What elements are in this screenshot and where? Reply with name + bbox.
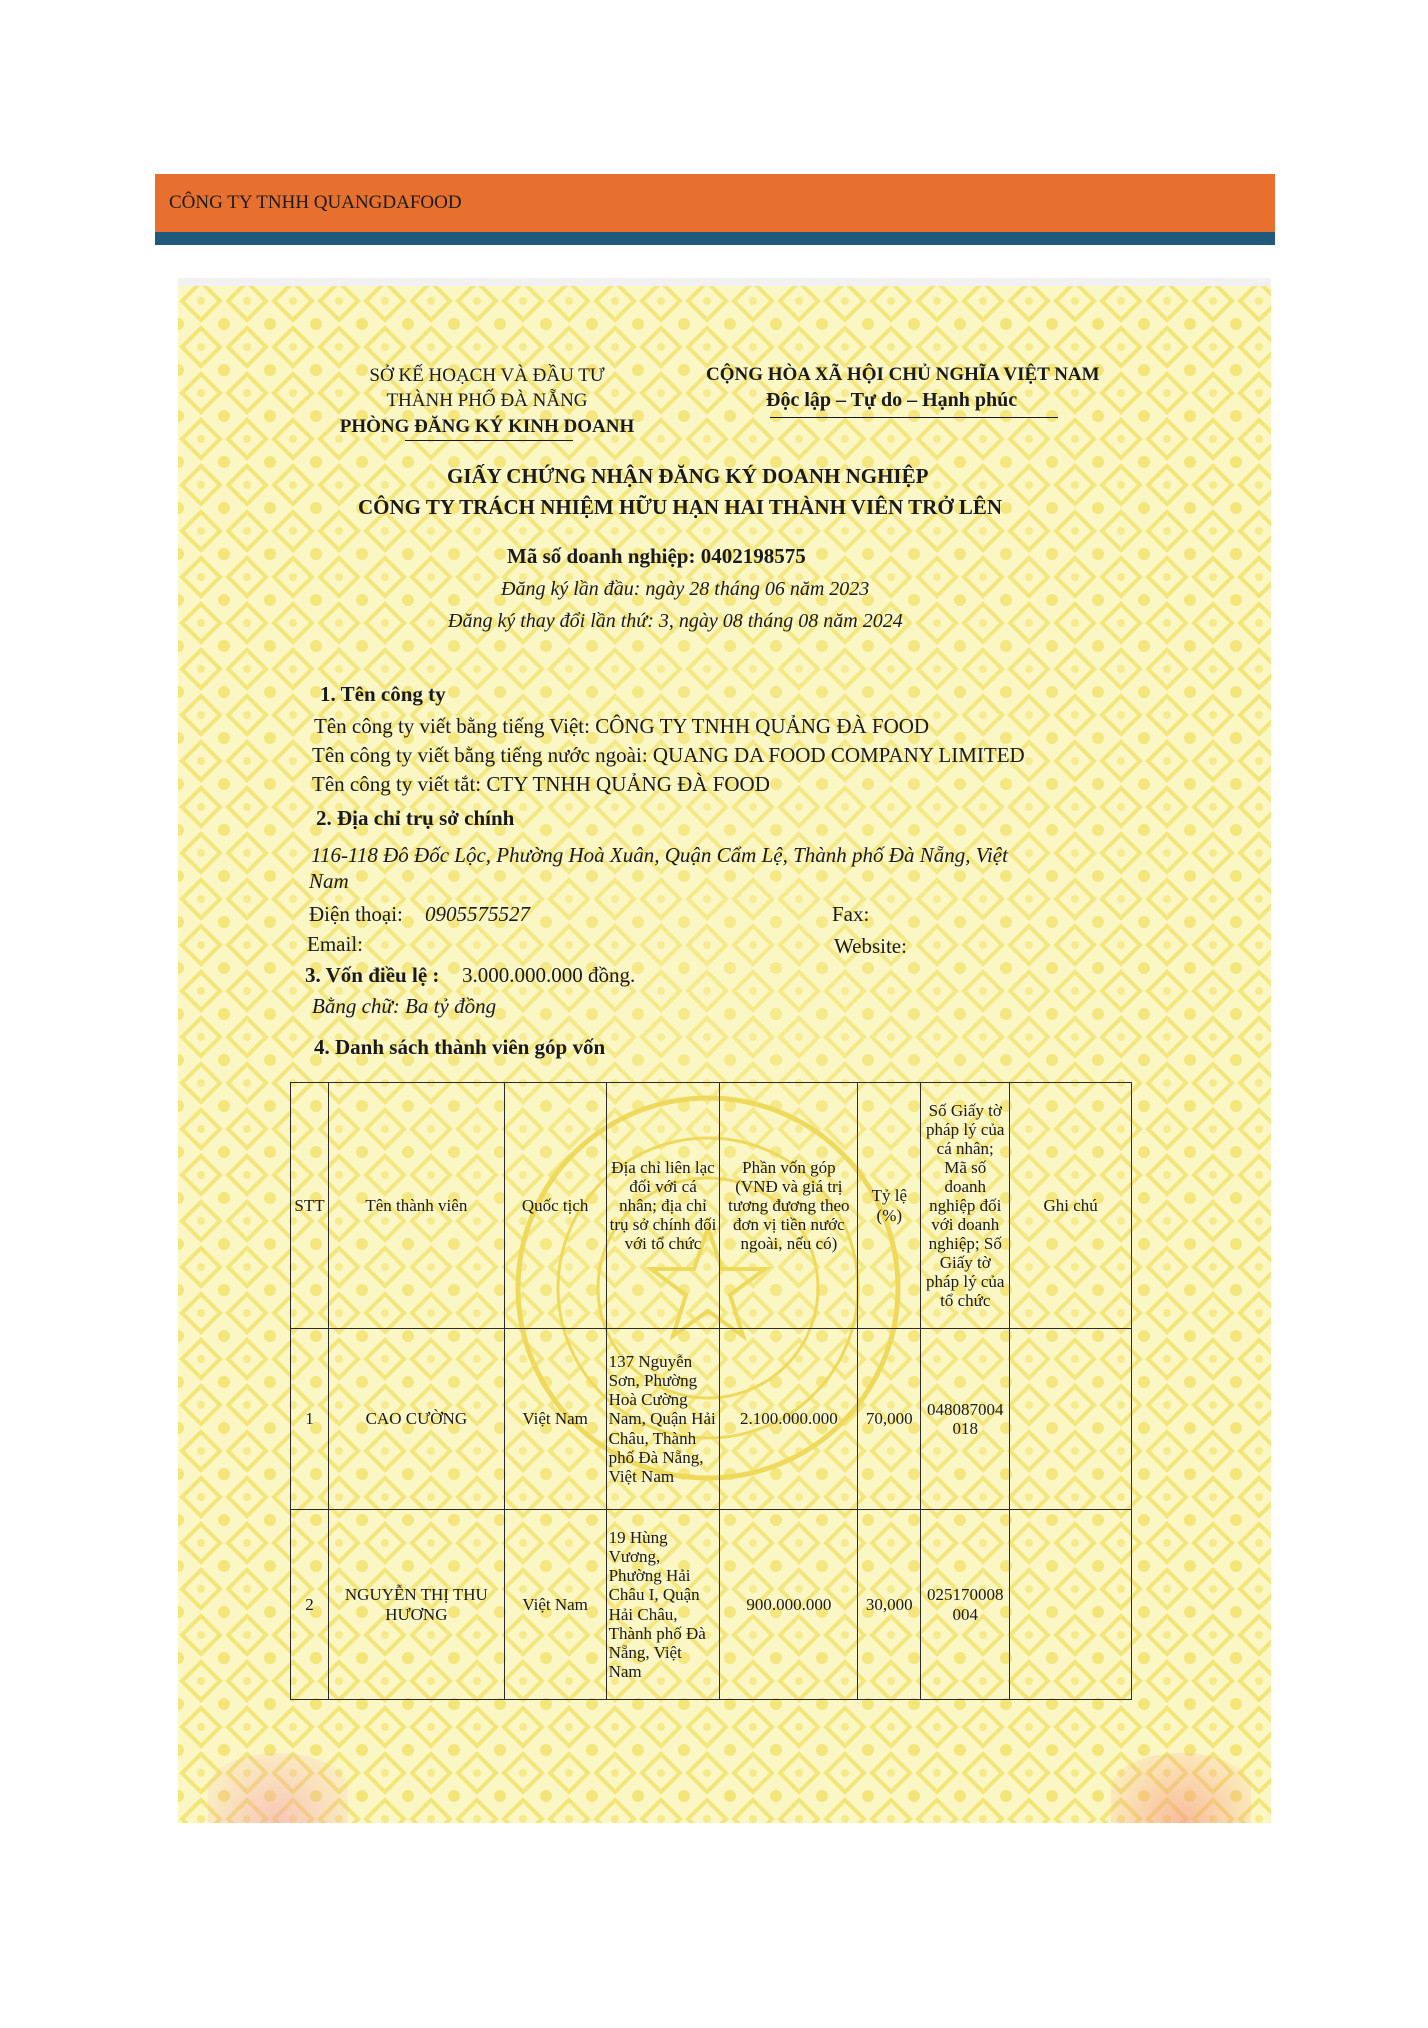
column-header: Địa chỉ liên lạc đối với cá nhân; địa chỉ trụ sở chính đối với tổ chức [606, 1083, 720, 1329]
member-stt: 1 [291, 1329, 329, 1510]
section-2-heading: 2. Địa chỉ trụ sở chính [316, 806, 515, 830]
issuing-office: PHÒNG ĐĂNG KÝ KINH DOANH [339, 416, 635, 437]
scan-color-bleed [1111, 1753, 1251, 1823]
member-note [1010, 1510, 1132, 1700]
change-registration-date: Đăng ký thay đổi lần thứ: 3, ngày 08 tháng 08 năm 2024 [448, 610, 903, 632]
section-3-heading: 3. Vốn điều lệ : [305, 963, 440, 987]
motto-underline [770, 417, 1058, 418]
column-header: Tỷ lệ (%) [858, 1083, 921, 1329]
column-header: Tên thành viên [328, 1083, 504, 1329]
column-header: STT [291, 1083, 329, 1329]
issuing-department: SỞ KẾ HOẠCH VÀ ĐẦU TƯ [369, 365, 605, 386]
member-address: 19 Hùng Vương, Phường Hải Châu I, Quận Hải Châu, Thành phố Đà Nẵng, Việt Nam [606, 1510, 720, 1700]
member-note [1010, 1329, 1132, 1510]
section-4-heading: 4. Danh sách thành viên góp vốn [314, 1035, 606, 1059]
member-nationality: Việt Nam [504, 1510, 606, 1700]
member-ratio: 30,000 [858, 1510, 921, 1700]
table-row [291, 1510, 1132, 1700]
enterprise-code: Mã số doanh nghiệp: 0402198575 [507, 544, 806, 568]
head-office-address-cont: Nam [309, 869, 349, 893]
country-name: CỘNG HÒA XÃ HỘI CHỦ NGHĨA VIỆT NAM [706, 364, 1100, 385]
header-underline [405, 440, 573, 441]
section-1-heading: 1. Tên công ty [320, 682, 446, 706]
member-address: 137 Nguyễn Sơn, Phường Hoà Cường Nam, Quận Hải Châu, Thành phố Đà Nẵng, Việt Nam [606, 1329, 720, 1510]
column-header: Phần vốn góp (VNĐ và giá trị tương đương theo đơn vị tiền nước ngoài, nếu có) [720, 1083, 858, 1329]
table-row [291, 1329, 1132, 1510]
member-capital: 2.100.000.000 [720, 1329, 858, 1510]
charter-capital-amount: 3.000.000.000 đồng. [462, 963, 636, 987]
member-ratio: 70,000 [858, 1329, 921, 1510]
column-header: Ghi chú [1010, 1083, 1132, 1329]
phone-number: 0905575527 [425, 902, 530, 926]
member-capital: 900.000.000 [720, 1510, 858, 1700]
member-legal-id: 025170008004 [921, 1510, 1010, 1700]
member-name: NGUYỄN THỊ THU HƯƠNG [328, 1510, 504, 1700]
company-name-vietnamese: Tên công ty viết bằng tiếng Việt: CÔNG TY TNHH QUẢNG ĐÀ FOOD [314, 714, 930, 738]
fax-label: Fax: [832, 902, 870, 926]
scan-color-bleed [208, 1753, 348, 1823]
first-registration-date: Đăng ký lần đầu: ngày 28 tháng 06 năm 2023 [501, 578, 870, 600]
scan-top-edge [178, 278, 1271, 286]
national-motto: Độc lập – Tự do – Hạnh phúc [766, 389, 1018, 411]
member-stt: 2 [291, 1510, 329, 1700]
banner-divider [155, 232, 1275, 245]
website-label: Website: [834, 934, 907, 958]
issuing-city: THÀNH PHỐ ĐÀ NẴNG [386, 390, 588, 411]
company-name-foreign: Tên công ty viết bằng tiếng nước ngoài: QUANG DA FOOD COMPANY LIMITED [312, 743, 1025, 767]
column-header: Quốc tịch [504, 1083, 606, 1329]
members-table [290, 1082, 1132, 1700]
member-legal-id: 048087004018 [921, 1329, 1010, 1510]
email-label: Email: [307, 932, 363, 956]
header-banner [155, 174, 1275, 232]
column-header: Số Giấy tờ pháp lý của cá nhân; Mã số doanh nghiệp đối với doanh nghiệp; Số Giấy tờ pháp lý của tổ chức [921, 1083, 1010, 1329]
banner-company-name: CÔNG TY TNHH QUANGDAFOOD [169, 192, 462, 213]
head-office-address: 116-118 Đô Đốc Lộc, Phường Hoà Xuân, Quận Cẩm Lệ, Thành phố Đà Nẵng, Việt [311, 843, 1008, 867]
member-nationality: Việt Nam [504, 1329, 606, 1510]
company-type: CÔNG TY TRÁCH NHIỆM HỮU HẠN HAI THÀNH VIÊN TRỞ LÊN [358, 495, 1003, 519]
charter-capital-in-words: Bằng chữ: Ba tỷ đồng [312, 994, 497, 1018]
certificate-title: GIẤY CHỨNG NHẬN ĐĂNG KÝ DOANH NGHIỆP [447, 464, 929, 488]
table-header-row [291, 1083, 1132, 1329]
member-name: CAO CƯỜNG [328, 1329, 504, 1510]
company-name-short: Tên công ty viết tắt: CTY TNHH QUẢNG ĐÀ FOOD [312, 772, 770, 796]
phone-label: Điện thoại: [309, 902, 403, 926]
